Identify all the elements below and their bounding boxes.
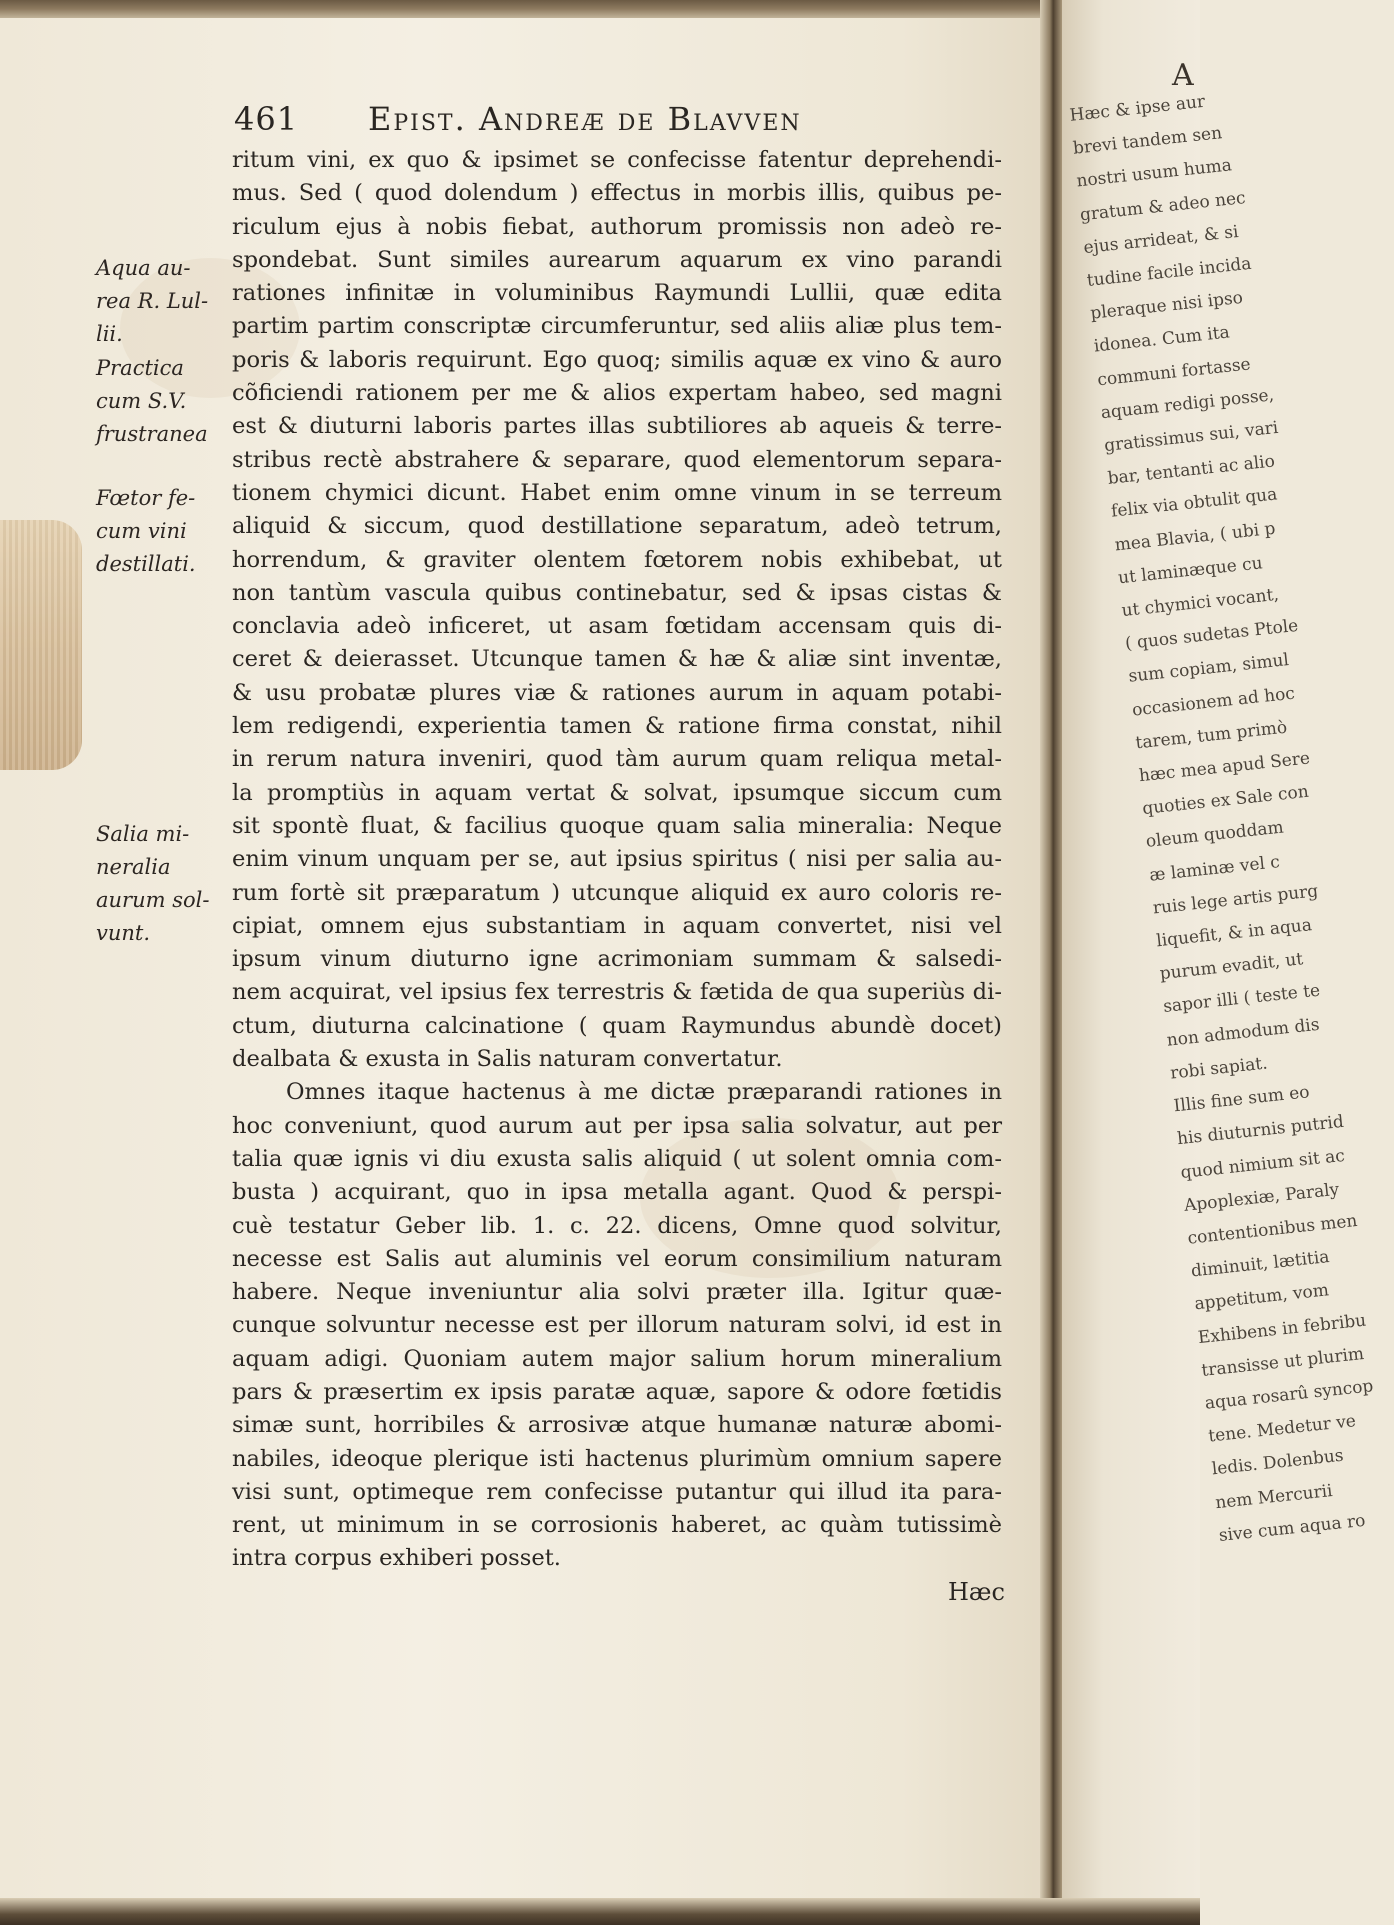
text-line: cuè testatur Geber lib. 1. c. 22. dicens, Omne quod solvitur, <box>232 1212 1002 1239</box>
facing-page-line: bar, tentanti ac alio <box>1106 451 1276 490</box>
text-line: habere. Neque inveniuntur alia solvi præter illa. Igitur quæ- <box>232 1279 1002 1306</box>
facing-page-line: Exhibens in febribu <box>1197 1310 1368 1348</box>
book-gutter <box>1040 0 1062 1925</box>
margin-note-line: Aqua au- <box>96 256 191 280</box>
facing-page-line: robi sapiat. <box>1169 1053 1269 1084</box>
text-line: spondebat. Sunt similes aurearum aquarum ex vino parandi <box>232 246 1002 273</box>
text-line: hoc conveniunt, quod aurum aut per ipsa salia solvatur, aut per <box>232 1112 1002 1139</box>
text-line: simæ sunt, horribiles & arrosivæ atque humanæ naturæ abomi- <box>232 1412 1002 1439</box>
book-bottom-edge <box>0 1898 1200 1925</box>
text-line: dealbata & exusta in Salis naturam convertatur. <box>232 1046 783 1073</box>
facing-page-line: mea Blavia, ( ubi p <box>1113 518 1277 556</box>
text-line: ipsum vinum diuturno igne acrimoniam summam & salsedi- <box>232 946 1002 973</box>
text-line: cõficiendi rationem per me & alios expertam habeo, sed magni <box>232 380 1002 407</box>
facing-page-line: ejus arrideat, & si <box>1082 221 1240 258</box>
text-line: ceret & deierasset. Utcunque tamen & hæ & aliæ sint inventæ, <box>232 646 1002 673</box>
facing-page-line: gratum & adeo nec <box>1079 187 1247 225</box>
facing-page-line: ut chymici vocant, <box>1120 584 1280 622</box>
margin-note-line: aurum sol- <box>96 888 210 912</box>
facing-page-line: contentionibus men <box>1186 1210 1359 1249</box>
text-line: in rerum natura inveniri, quod tàm aurum quam reliqua metal- <box>232 746 1002 773</box>
text-line: pars & præsertim ex ipsis paratæ aquæ, sapore & odore fœtidis <box>232 1378 1002 1405</box>
facing-page-line: gratissimus sui, vari <box>1103 417 1280 457</box>
facing-page-line: aquam redigi posse, <box>1099 384 1275 424</box>
catchword: Hæc <box>948 1578 1005 1606</box>
facing-page-line: ( quos sudetas Ptole <box>1124 616 1300 655</box>
facing-page-line: sum copiam, simul <box>1127 650 1290 688</box>
facing-page-line: quod nimium sit ac <box>1179 1145 1346 1183</box>
text-line: horrendum, & graviter olentem fœtorem nobis exhibebat, ut <box>232 546 1002 573</box>
margin-note-line: Practica <box>96 356 184 380</box>
facing-page-line: nostri usum huma <box>1075 155 1233 192</box>
facing-page-line: ledis. Dolenbus <box>1210 1446 1345 1480</box>
text-line: enim vinum unquam per se, aut ipsius spiritus ( nisi per salia au- <box>232 846 1002 873</box>
margin-note-line: cum vini <box>96 519 187 543</box>
facing-page-line: ruis lege artis purg <box>1151 881 1320 919</box>
text-line: mus. Sed ( quod dolendum ) effectus in morbis illis, quibus pe- <box>232 180 1002 207</box>
facing-page-line: quoties ex Sale con <box>1141 781 1310 820</box>
facing-page-line: liquefit, & in aqua <box>1155 915 1313 952</box>
facing-page-line: tarem, tum primò <box>1134 717 1289 754</box>
body-text <box>232 144 1002 1576</box>
text-line: stribus rectè abstrahere & separare, quod elementorum separa- <box>232 446 1002 473</box>
text-line: rationes infinitæ in voluminibus Raymundi Lullii, quæ edita <box>232 280 1002 307</box>
page-number: 461 <box>234 100 299 138</box>
text-line: aquam adigi. Quoniam autem major salium horum mineralium <box>232 1345 1002 1372</box>
facing-page-line: non admodum dis <box>1165 1014 1321 1051</box>
text-line: lem redigendi, experientia tamen & ratione firma constat, nihil <box>232 713 1002 740</box>
margin-note-line: neralia <box>96 855 171 879</box>
margin-note-foetor <box>96 482 226 581</box>
facing-page-line: Apoplexiæ, Paraly <box>1183 1179 1341 1216</box>
facing-page-line: transisse ut plurim <box>1200 1343 1365 1381</box>
text-line: busta ) acquirant, quo in ipsa metalla agant. Quod & perspi- <box>232 1179 1002 1206</box>
text-line: nabiles, ideoque plerique isti hactenus plurimùm omnium sapere <box>232 1445 1002 1472</box>
facing-page-line: brevi tandem sen <box>1072 123 1224 159</box>
text-line: non tantùm vascula quibus continebatur, sed & ipsas cistas & <box>232 579 1002 606</box>
facing-page-line: communi fortasse <box>1096 354 1252 391</box>
text-line: la promptiùs in aquam vertat & solvat, ipsumque siccum cum <box>232 779 1002 806</box>
margin-note-line: vunt. <box>96 921 151 945</box>
facing-page-line: tudine facile incida <box>1085 253 1253 291</box>
margin-note-aqua-aurea <box>96 252 226 351</box>
margin-note-line: lii. <box>96 322 123 346</box>
facing-page-line: hæc mea apud Sere <box>1138 748 1311 787</box>
text-line: talia quæ ignis vi diu exusta salis aliquid ( ut solent omnia com- <box>232 1145 1002 1172</box>
text-line: riculum ejus à nobis fiebat, authorum promissis non adeò re- <box>232 213 1002 240</box>
running-title: Epist. Andreæ de Blavven <box>368 100 802 138</box>
text-line: necesse est Salis aut aluminis vel eorum consimilium naturam <box>232 1245 1002 1272</box>
text-line: ctum, diuturna calcinatione ( quam Raymundus abundè docet) <box>232 1012 1002 1039</box>
text-line: rum fortè sit præparatum ) utcunque aliquid ex auro coloris re- <box>232 879 1002 906</box>
margin-note-line: Fœtor fe- <box>96 486 196 510</box>
facing-page-line: Illis fine sum eo <box>1172 1082 1311 1117</box>
facing-page-line: diminuit, lætitia <box>1190 1247 1331 1282</box>
text-line: & usu probatæ plures viæ & rationes aurum in aquam potabi- <box>232 679 1002 706</box>
facing-page-line: ut laminæque cu <box>1117 553 1264 589</box>
text-line: aliquid & siccum, quod destillatione separatum, adeò tetrum, <box>232 513 1002 540</box>
text-line: Omnes itaque hactenus à me dictæ præparandi rationes in <box>286 1079 1002 1106</box>
margin-note-salia <box>96 818 226 950</box>
margin-note-line: Salia mi- <box>96 822 190 846</box>
facing-page-line: Hæc & ipse aur <box>1068 91 1206 126</box>
facing-page-line: aqua rosarû syncop <box>1203 1376 1375 1414</box>
text-line: nem acquirat, vel ipsius fex terrestris & fætida de qua superiùs di- <box>232 979 1002 1006</box>
text-line: conclavia adeò inficeret, ut asam fœtidam accensam quis di- <box>232 613 1002 640</box>
page-clip <box>0 520 82 770</box>
facing-page-line: oleum quoddam <box>1144 817 1285 853</box>
text-line: poris & laboris requirunt. Ego quoq; similis aquæ ex vino & auro <box>232 346 1002 373</box>
margin-note-practica <box>96 352 226 451</box>
margin-note-line: cum S.V. <box>96 389 187 413</box>
facing-page-line: appetitum, vom <box>1193 1280 1330 1315</box>
text-line: sit spontè fluat, & facilius quoque quam salia mineralia: Neque <box>232 812 1002 839</box>
text-line: cipiat, omnem ejus substantiam in aquam convertet, nisi vel <box>232 912 1002 939</box>
text-line: cunque solvuntur necesse est per illorum naturam solvi, id est in <box>232 1312 1002 1339</box>
facing-page-line: tene. Medetur ve <box>1207 1411 1357 1447</box>
facing-page-line: felix via obtulit qua <box>1110 484 1279 523</box>
text-line: intra corpus exhiberi posset. <box>232 1545 561 1572</box>
facing-page-line: æ laminæ vel c <box>1148 851 1281 886</box>
facing-page-line: nem Mercurii <box>1214 1480 1334 1513</box>
text-line: partim partim conscriptæ circumferuntur, sed aliis aliæ plus tem- <box>232 313 1002 340</box>
facing-page-line: his diuturnis putrid <box>1176 1112 1345 1150</box>
text-line: rent, ut minimum in se corrosionis haberet, ac quàm tutissimè <box>232 1512 1002 1539</box>
page-header <box>234 100 1014 140</box>
text-line: visi sunt, optimeque rem confecisse putantur qui illud ita para- <box>232 1478 1002 1505</box>
facing-page-line: sive cum aqua ro <box>1217 1510 1367 1546</box>
facing-page-line: occasionem ad hoc <box>1131 683 1296 721</box>
facing-page-line: idonea. Cum ita <box>1092 322 1231 358</box>
text-line: ritum vini, ex quo & ipsimet se confecisse fatentur deprehendi- <box>232 147 1002 173</box>
facing-page-line: purum evadit, ut <box>1158 949 1305 985</box>
facing-page-letter: A <box>1172 58 1194 93</box>
text-line: tionem chymici dicunt. Habet enim omne vinum in se terreum <box>232 479 1002 506</box>
facing-page-line: sapor illi ( teste te <box>1162 981 1322 1018</box>
margin-note-line: rea R. Lul- <box>96 289 209 313</box>
facing-page-line: pleraque nisi ipso <box>1089 288 1244 324</box>
text-line: est & diuturni laboris partes illas subtiliores ab aqueis & terre- <box>232 413 1002 440</box>
margin-note-line: destillati. <box>96 552 196 576</box>
margin-note-line: frustranea <box>96 422 208 446</box>
